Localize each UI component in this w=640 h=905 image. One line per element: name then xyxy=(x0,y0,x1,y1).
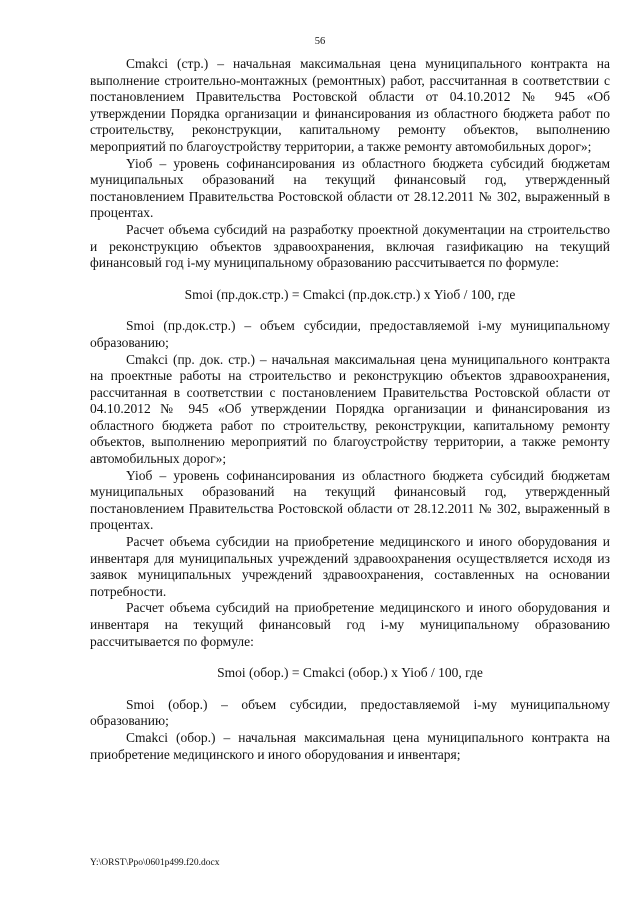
document-body xyxy=(90,56,610,763)
formula-project-docs: Smoi (пр.док.стр.) = Cmakci (пр.док.стр.) х Yiоб / 100, где xyxy=(184,286,516,302)
paragraph-yiob-2: Yiоб – уровень софинансирования из областного бюджета субсидий бюджетам муниципальных образований на текущий финансовый год, утвержденный постановлением Правительства Ростовской области от 28.12.2011 № 302, выраженный в процентах. xyxy=(90,467,610,533)
page-number: 56 xyxy=(314,36,326,47)
formula-equipment: Smoi (обор.) = Cmakci (обор.) х Yiоб / 100, где xyxy=(217,665,483,681)
paragraph-project-docs-calc: Расчет объема субсидий на разработку проектной документации на строительство и реконструкцию объектов здравоохранения, включая газификацию на текущий финансовый год i-му муниципальному образованию рассчитывается по формуле: xyxy=(90,221,610,271)
paragraph-equipment-calc: Расчет объема субсидий на приобретение медицинского и иного оборудования и инвентаря на текущий финансовый год i-му муниципальному образованию рассчитывается по формуле: xyxy=(90,600,610,649)
paragraph-smoi-pr-dok: Smoi (пр.док.стр.) – объем субсидии, предоставляемой i-му муниципальному образованию; xyxy=(90,318,610,350)
paragraph-smoi-obor: Smoi (обор.) – объем субсидии, предоставляемой i-му муниципальному образованию; xyxy=(90,696,610,729)
paragraph-cmakci-str: Cmakci (стр.) – начальная максимальная цена муниципального контракта на выполнение строительно-монтажных (ремонтных) работ, рассчитанная в соответствии с постановлением Правительства Ростовской области от 04.10.2012 № 945 «Об утверждении Порядка организации и финансирования из областного бюджета работ по строительству, реконструкции, капитальному ремонту объектов, выполнению мероприятий по благоустройству территории, а также ремонту автомобильных дорог»; xyxy=(90,56,610,154)
paragraph-cmakci-obor: Cmakci (обор.) – начальная максимальная цена муниципального контракта на приобретение медицинского и иного оборудования и инвентаря; xyxy=(90,729,610,762)
paragraph-yiob-1: Yiоб – уровень софинансирования из областного бюджета субсидий бюджетам муниципальных образований на текущий финансовый год, утвержденный постановлением Правительства Ростовской области от 28.12.2011 № 302, выраженный в процентах. xyxy=(90,155,610,221)
paragraph-cmakci-pr-dok: Cmakci (пр. док. стр.) – начальная максимальная цена муниципального контракта на проектные работы на строительство и реконструкцию объектов здравоохранения, рассчитанная в соответствии с постановлением Правительства Ростовской области от 04.10.2012 № 945 «Об утверждении Порядка организации и финансирования из областного бюджета работ по строительству, реконструкции, капитальному ремонту объектов, выполнению мероприятий по благоустройству территории, а также ремонту автомобильных дорог»; xyxy=(90,351,610,467)
paragraph-equipment-calc-basis: Расчет объема субсидии на приобретение медицинского и иного оборудования и инвентаря для муниципальных учреждений здравоохранения осуществляется исходя из заявок муниципальных учреждений здравоохранения, составленных на основании потребности. xyxy=(90,534,610,599)
footer-file-path: Y:\ORST\Ppo\0601p499.f20.docx xyxy=(90,858,220,868)
